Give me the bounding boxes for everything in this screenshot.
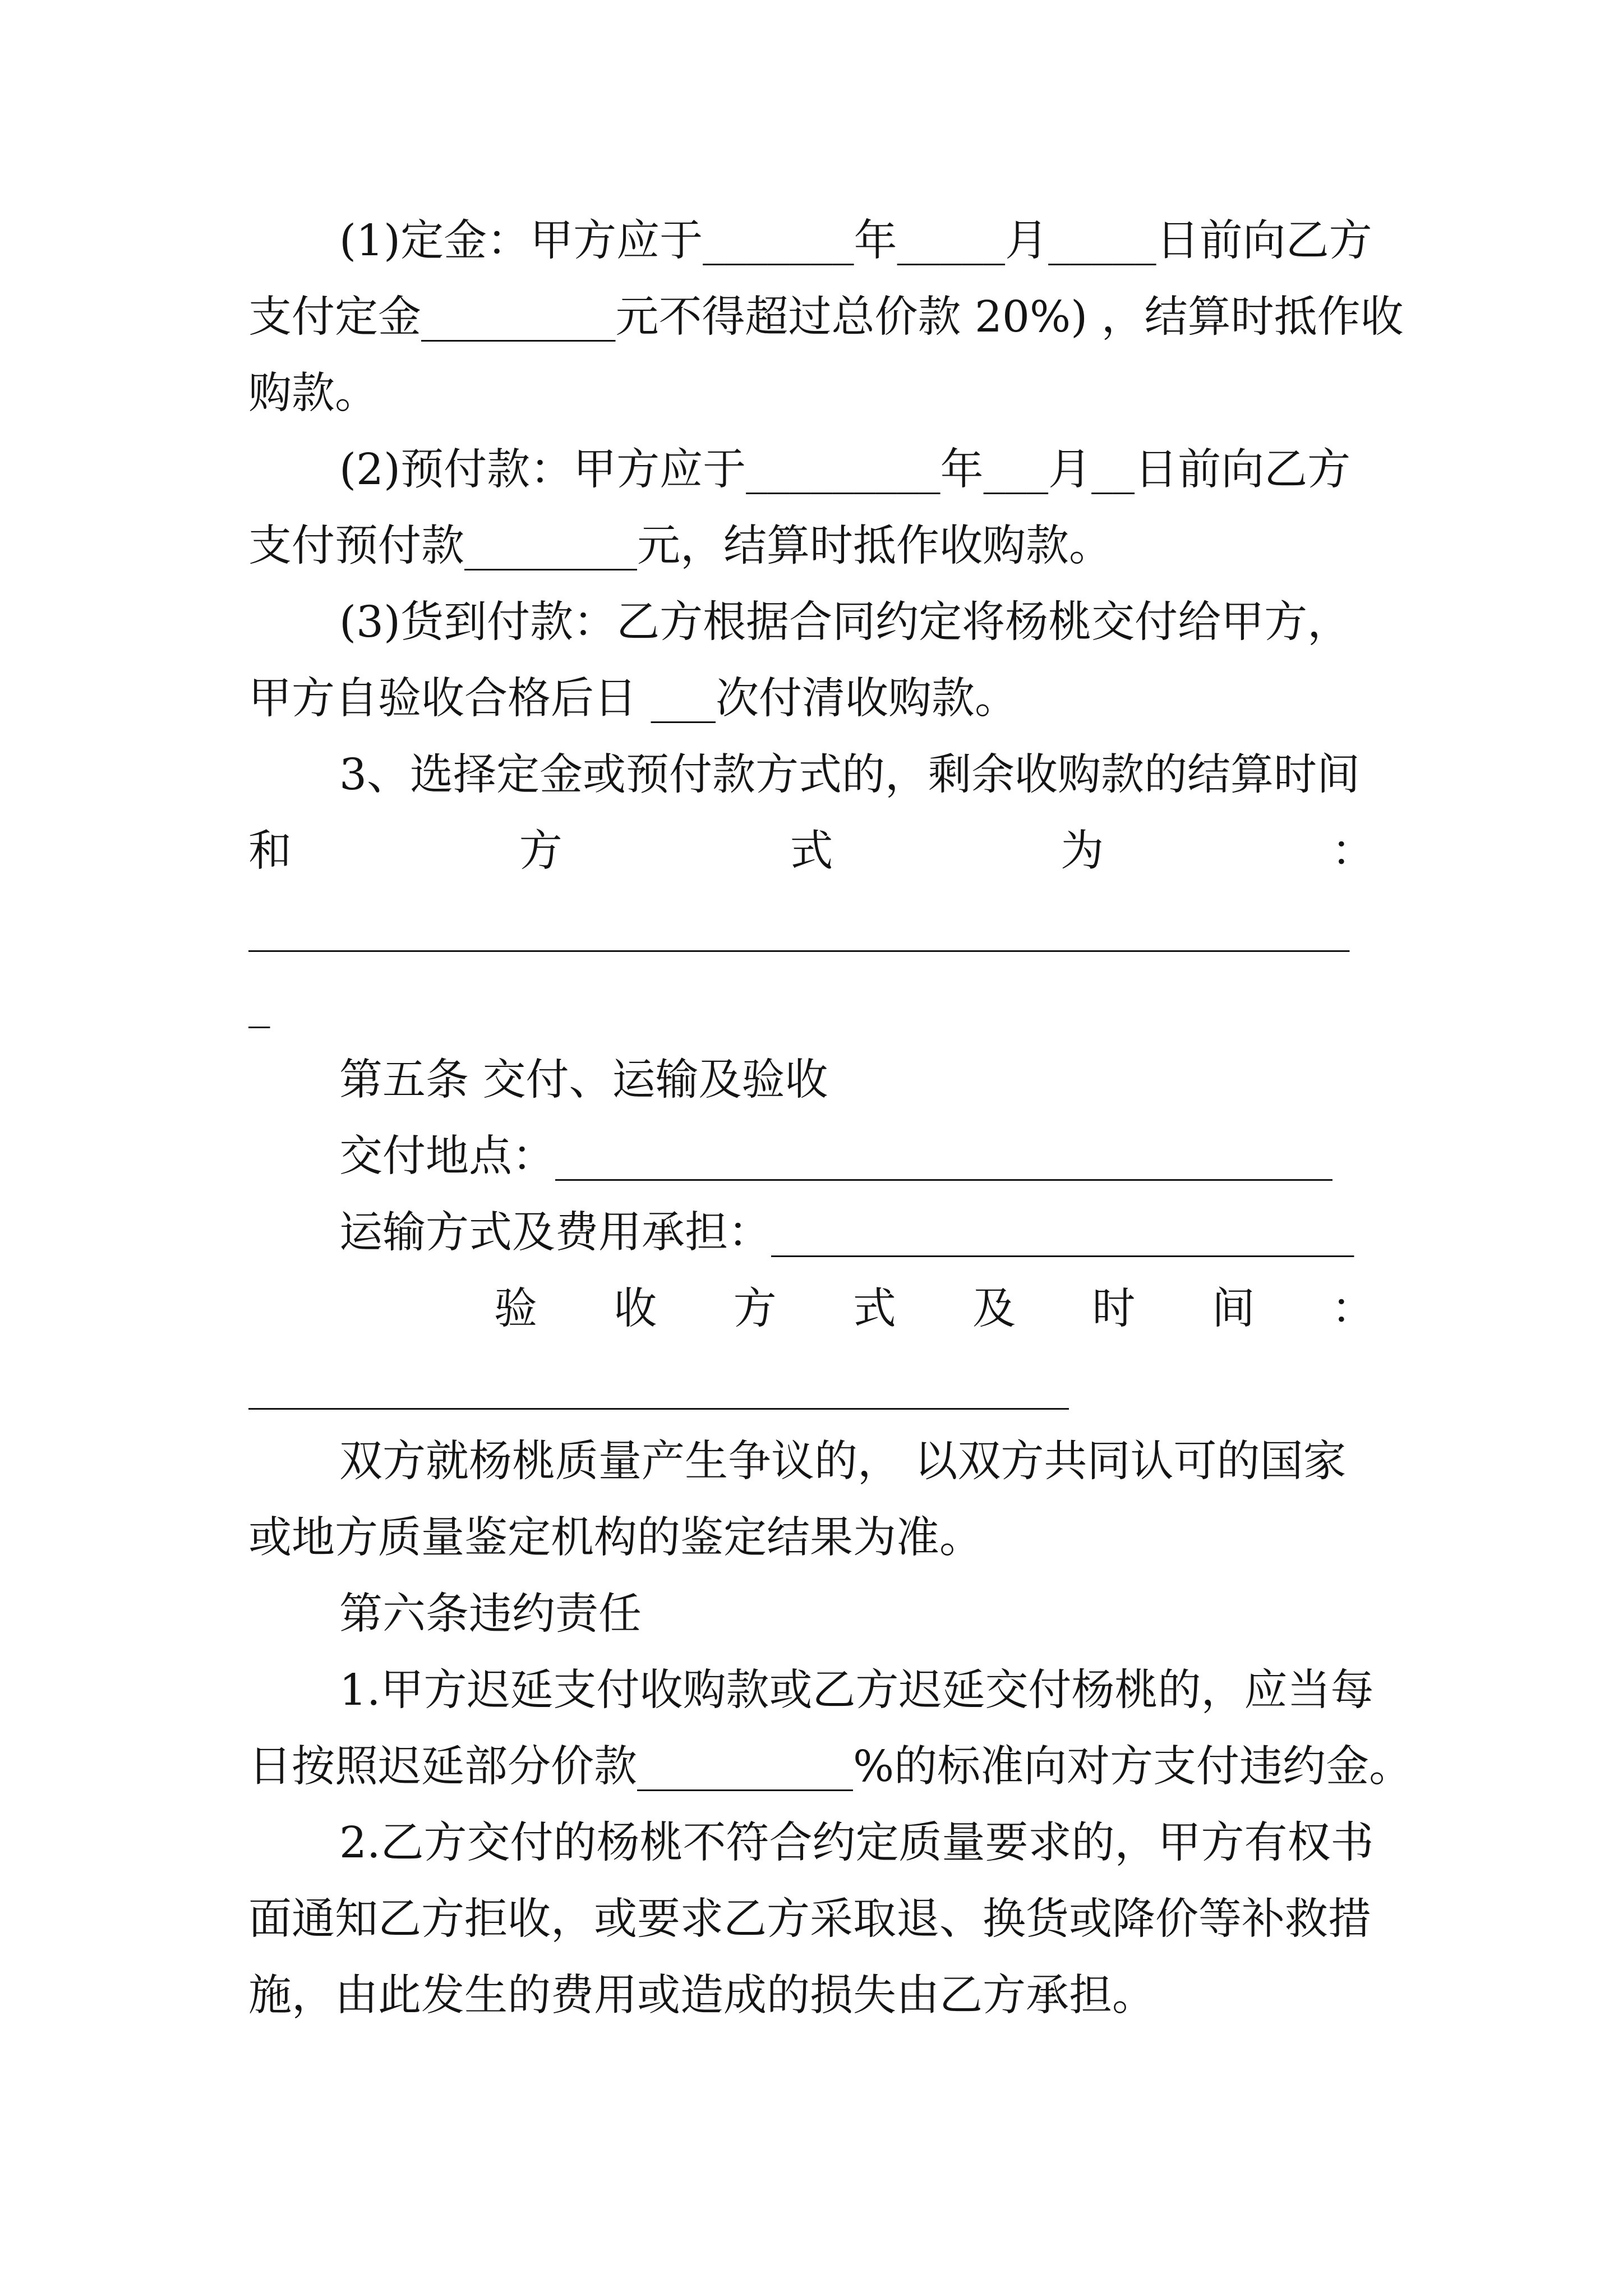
prepayment-clause-line: (2)预付款：甲方应于_________年___月__日前向乙方 xyxy=(339,445,1351,495)
spread-character: 方 xyxy=(519,826,562,876)
cod-clause-line: (3)货到付款：乙方根据合同约定将杨桃交付给甲方， xyxy=(339,597,1351,647)
deposit-clause-line: (1)定金：甲方应于_______年_____月_____日前向乙方 xyxy=(339,216,1372,266)
delivery-place-line: 交付地点：____________________________________ xyxy=(339,1131,1332,1181)
inspection-blank-line: ______________________________________ xyxy=(248,1360,1069,1410)
transport-line: 运输方式及费用承担：___________________________ xyxy=(339,1208,1354,1258)
spread-character: 时 xyxy=(1092,1284,1136,1334)
spread-character: 间 xyxy=(1211,1284,1255,1334)
liability-item-1-line: 日按照迟延部分价款__________%的标准向对方支付违约金。 xyxy=(248,1742,1413,1792)
liability-item-2-line: 施，由此发生的费用或造成的损失由乙方承担。 xyxy=(248,1971,1155,2021)
settlement-clause-spread-line xyxy=(248,813,1375,890)
liability-item-1-line: 1.甲方迟延支付收购款或乙方迟延交付杨桃的，应当每 xyxy=(339,1665,1374,1715)
spread-character: 式 xyxy=(852,1284,896,1334)
prepayment-clause-line: 支付预付款________元，结算时抵作收购款。 xyxy=(248,521,1112,571)
spread-character: 验 xyxy=(494,1284,537,1334)
settlement-blank-line: _ xyxy=(248,979,270,1029)
deposit-clause-line: 支付定金_________元不得超过总价款 20%) ，结算时抵作收 xyxy=(248,292,1404,342)
dispute-clause-line: 双方就杨桃质量产生争议的， 以双方共同认可的国家 xyxy=(339,1437,1347,1487)
liability-item-2-line: 2.乙方交付的杨桃不符合约定质量要求的，甲方有权书 xyxy=(339,1818,1374,1868)
spread-character: 和 xyxy=(248,826,292,876)
spread-character: 为 xyxy=(1061,826,1104,876)
cod-clause-line: 甲方自验收合格后日 ___次付清收购款。 xyxy=(248,674,1018,724)
article-5-heading: 第五条 交付、运输及验收 xyxy=(339,1055,828,1105)
spread-character: ： xyxy=(1331,1284,1375,1334)
spread-character: 方 xyxy=(733,1284,777,1334)
deposit-clause-line: 购款。 xyxy=(248,369,378,418)
spread-character: ： xyxy=(1331,826,1375,876)
settlement-clause-line: 3、选择定金或预付款方式的，剩余收购款的结算时间 xyxy=(339,750,1360,800)
dispute-clause-line: 或地方质量鉴定机构的鉴定结果为准。 xyxy=(248,1513,983,1563)
spread-character: 收 xyxy=(614,1284,657,1334)
inspection-spread-line xyxy=(494,1271,1375,1347)
liability-item-2-line: 面通知乙方拒收，或要求乙方采取退、换货或降价等补救措 xyxy=(248,1894,1371,1944)
spread-character: 及 xyxy=(972,1284,1016,1334)
document-body xyxy=(248,203,1413,2034)
spread-character: 式 xyxy=(790,826,833,876)
article-6-heading: 第六条违约责任 xyxy=(339,1589,642,1639)
settlement-blank-line: ___________________________________________________ xyxy=(248,903,1350,953)
